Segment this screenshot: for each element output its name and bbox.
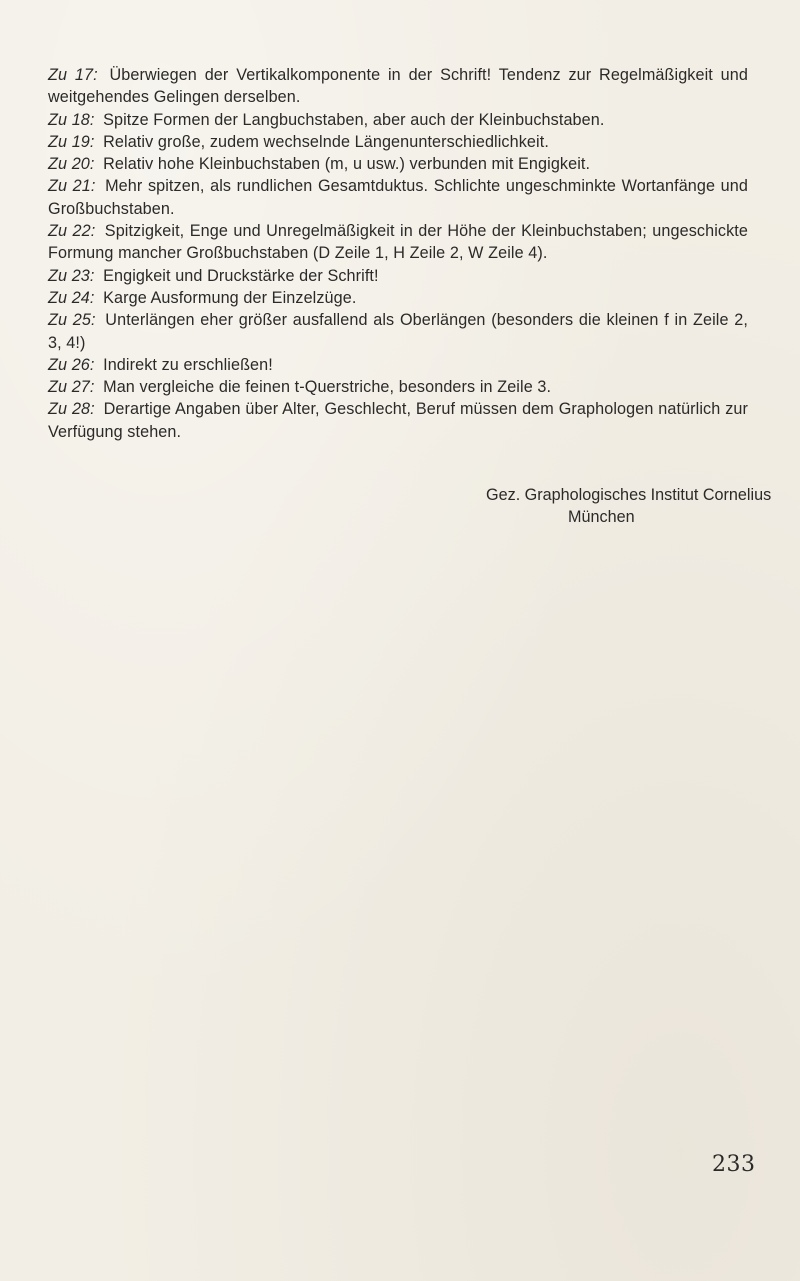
note-text: Unterlängen eher größer ausfallend als Oberlängen (besonders die kleinen f in Zeile 2, 3, 4!) (48, 311, 748, 352)
note-text: Mehr spitzen, als rundlichen Gesamtduktus. Schlichte ungeschminkte Wortanfänge und Großbuchstaben. (48, 177, 748, 218)
note-25 (48, 309, 748, 354)
note-ref: Zu 25: (48, 311, 96, 330)
note-24 (48, 287, 748, 309)
note-ref: Zu 26: (48, 355, 95, 374)
note-text: Relativ große, zudem wechselnde Längenunterschiedlichkeit. (103, 132, 549, 151)
note-27 (48, 376, 748, 398)
note-ref: Zu 20: (48, 155, 95, 174)
note-text: Spitzigkeit, Enge und Unregelmäßigkeit in der Höhe der Kleinbuchstaben; ungeschickte Formung mancher Großbuchstaben (D Zeile 1, H Zeile 2, W Zeile 4). (48, 222, 748, 263)
note-23 (48, 265, 748, 287)
note-ref: Zu 19: (48, 132, 95, 151)
note-18 (48, 109, 748, 131)
note-26 (48, 354, 748, 376)
note-text: Man vergleiche die feinen t-Querstriche, besonders in Zeile 3. (103, 378, 552, 397)
signature-city: München (568, 508, 635, 526)
note-text: Spitze Formen der Langbuchstaben, aber auch der Kleinbuchstaben. (103, 110, 605, 129)
signature-institute: Gez. Graphologisches Institut Cornelius (486, 486, 772, 504)
note-20 (48, 153, 748, 175)
note-17 (48, 64, 748, 109)
note-21 (48, 175, 748, 220)
note-ref: Zu 28: (48, 400, 95, 419)
page-number: 233 (712, 1152, 756, 1177)
note-ref: Zu 24: (48, 288, 95, 307)
note-28 (48, 398, 748, 443)
note-text: Karge Ausformung der Einzelzüge. (103, 288, 357, 307)
note-22 (48, 220, 748, 265)
note-text: Derartige Angaben über Alter, Geschlecht, Beruf müssen dem Graphologen natürlich zur Verfügung stehen. (48, 400, 748, 441)
note-ref: Zu 21: (48, 177, 96, 196)
note-text: Relativ hohe Kleinbuchstaben (m, u usw.) verbunden mit Engigkeit. (103, 155, 591, 174)
note-ref: Zu 23: (48, 266, 95, 285)
note-text: Überwiegen der Vertikalkomponente in der Schrift! Tendenz zur Regelmäßigkeit und weitgehendes Gelingen derselben. (48, 66, 748, 107)
note-ref: Zu 27: (48, 378, 95, 397)
note-ref: Zu 22: (48, 222, 96, 241)
note-text: Engigkeit und Druckstärke der Schrift! (103, 266, 379, 285)
note-19 (48, 131, 748, 153)
note-text: Indirekt zu erschließen! (103, 355, 273, 374)
note-ref: Zu 18: (48, 110, 95, 129)
notes-list (48, 64, 772, 526)
note-ref: Zu 17: (48, 66, 98, 84)
